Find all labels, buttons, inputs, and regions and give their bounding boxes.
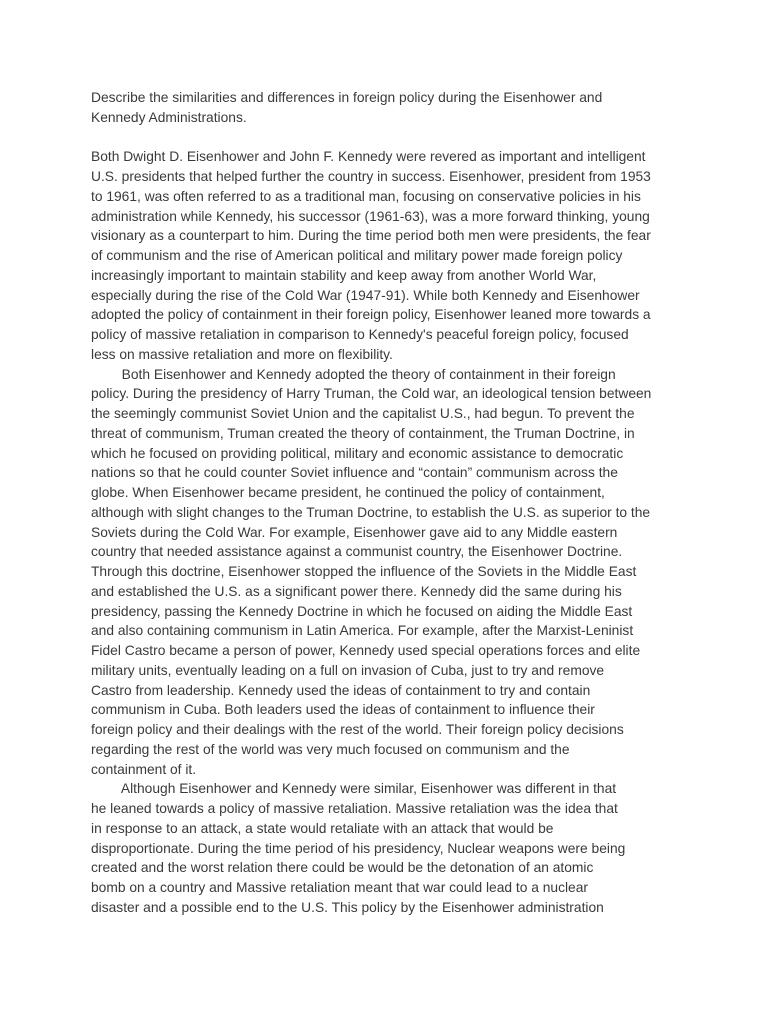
essay-line: nations so that he could counter Soviet influence and “contain” communism across the [91, 465, 618, 481]
essay-line: Through this doctrine, Eisenhower stopped the influence of the Soviets in the Middle East [91, 564, 637, 579]
essay-line: containment of it. [91, 761, 197, 777]
essay-line: although with slight changes to the Truman Doctrine, to establish the U.S. as superior to the [91, 504, 651, 520]
essay-line: country that needed assistance against a communist country, the Eisenhower Doctrine. [91, 544, 623, 560]
essay-line: of communism and the rise of American political and military power made foreign policy [91, 248, 623, 263]
essay-line: regarding the rest of the world was very much focused on communism and the [91, 741, 570, 757]
essay-line: Both Dwight D. Eisenhower and John F. Kennedy were revered as important and intelligent [91, 149, 646, 165]
essay-line: Although Eisenhower and Kennedy were similar, Eisenhower was different in that [91, 781, 617, 797]
essay-line: created and the worst relation there could be would be the detonation of an atomic [91, 860, 594, 876]
essay-line: less on massive retaliation and more on flexibility. [91, 346, 393, 362]
essay-line: visionary as a counterpart to him. During the time period both men were presidents, the fear [91, 228, 651, 244]
essay-line: in response to an attack, a state would retaliate with an attack that would be [91, 820, 554, 836]
essay-line: military units, eventually leading on a full on invasion of Cuba, just to try and remove [91, 662, 605, 678]
essay-line: policy of massive retaliation in comparison to Kennedy's peaceful foreign policy, focused [91, 327, 629, 342]
essay-line: foreign policy and their dealings with the rest of the world. Their foreign policy decisions [91, 722, 624, 737]
essay-line: U.S. presidents that helped further the country in success. Eisenhower, president from 1953 [91, 169, 651, 184]
essay-line: Both Eisenhower and Kennedy adopted the theory of containment in their foreign [91, 366, 616, 382]
essay-line: communism in Cuba. Both leaders used the ideas of containment to influence their [91, 702, 595, 718]
essay-line: and established the U.S. as a significant power there. Kennedy did the same during his [91, 583, 622, 599]
essay-line: policy. During the presidency of Harry Truman, the Cold war, an ideological tension between [91, 386, 652, 402]
essay-line: globe. When Eisenhower became president, he continued the policy of containment, [91, 485, 605, 500]
essay-line: and also containing communism in Latin America. For example, after the Marxist-Leninist [91, 623, 634, 639]
essay-line: threat of communism, Truman created the theory of containment, the Truman Doctrine, in [91, 425, 635, 441]
essay-line: disproportionate. During the time period of his presidency, Nuclear weapons were being [91, 840, 626, 856]
essay-line: adopted the policy of containment in their foreign policy, Eisenhower leaned more towards a [91, 307, 651, 323]
essay-line: he leaned towards a policy of massive retaliation. Massive retaliation was the idea that [91, 801, 618, 816]
essay-line: to 1961, was often referred to as a traditional man, focusing on conservative policies in his [91, 188, 641, 204]
essay-line: administration while Kennedy, his successor (1961-63), was a more forward thinking, young [91, 208, 650, 224]
essay-line: especially during the rise of the Cold War (1947-91). While both Kennedy and Eisenhower [91, 287, 640, 303]
essay-line: Fidel Castro became a person of power, Kennedy used special operations forces and elite [91, 643, 641, 658]
essay-line: Castro from leadership. Kennedy used the ideas of containment to try and contain [91, 682, 591, 698]
essay-line: disaster and a possible end to the U.S. This policy by the Eisenhower administration [91, 899, 604, 915]
essay-line: bomb on a country and Massive retaliation meant that war could lead to a nuclear [91, 880, 588, 895]
prompt-line: Describe the similarities and differences in foreign policy during the Eisenhower and [91, 90, 603, 105]
essay-line: the seemingly communist Soviet Union and the capitalist U.S., had begun. To prevent the [91, 406, 635, 421]
prompt-line: Kennedy Administrations. [91, 109, 247, 125]
essay-line: increasingly important to maintain stability and keep away from another World War, [91, 267, 597, 283]
essay-line: Soviets during the Cold War. For example, Eisenhower gave aid to any Middle eastern [91, 524, 618, 540]
essay-line: which he focused on providing political, military and economic assistance to democratic [91, 445, 624, 461]
essay-line: presidency, passing the Kennedy Doctrine in which he focused on aiding the Middle East [91, 603, 633, 619]
